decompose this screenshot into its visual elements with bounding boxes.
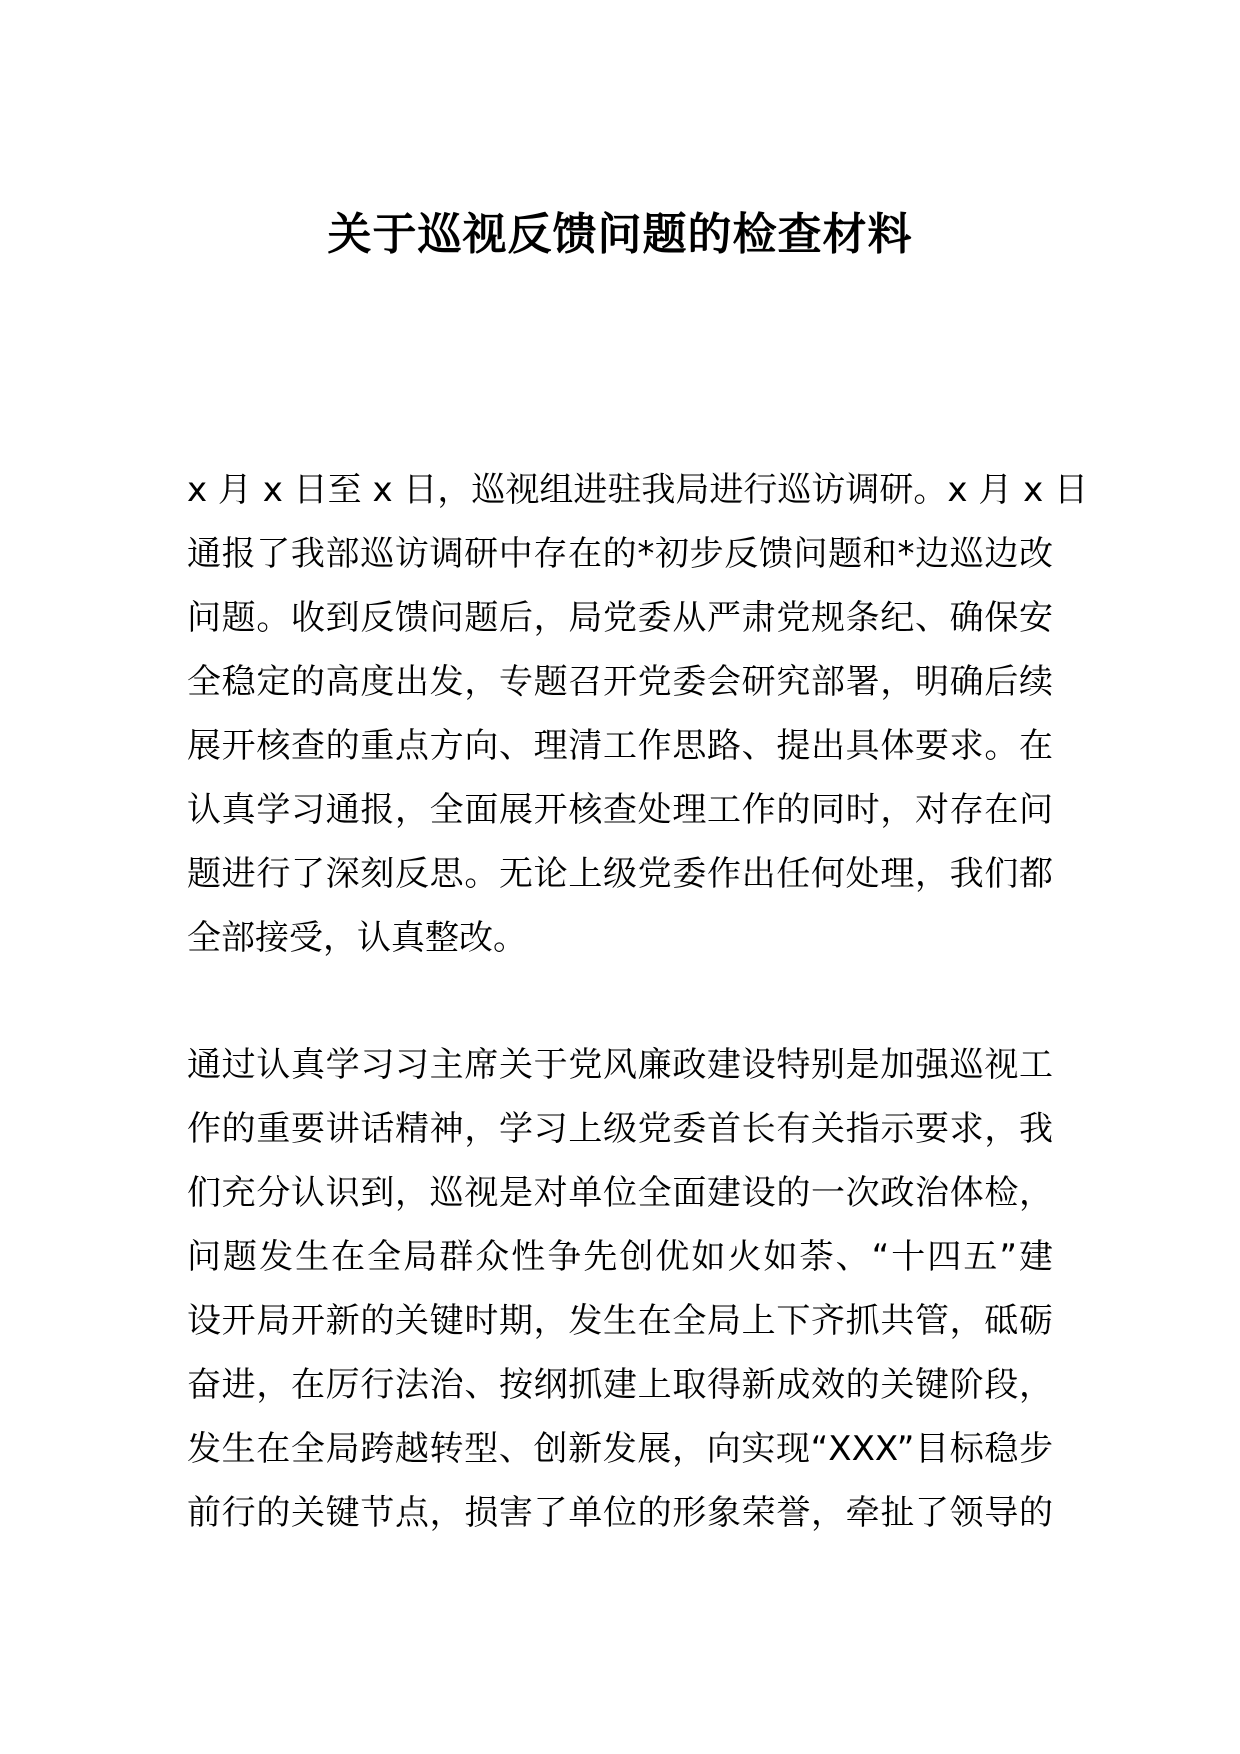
paragraph-line: 前行的关键节点，损害了单位的形象荣誉，牵扯了领导的: [187, 1493, 1053, 1533]
paragraph-line: 问题。收到反馈问题后，局党委从严肃党规条纪、确保安: [187, 598, 1053, 638]
paragraph-line: 们充分认识到，巡视是对单位全面建设的一次政治体检，: [187, 1173, 1053, 1213]
paragraph-line: 发生在全局跨越转型、创新发展，向实现“XXX”目标稳步: [187, 1429, 1053, 1469]
body-paragraph-2: [187, 1033, 1053, 1545]
paragraph-line: 题进行了深刻反思。无论上级党委作出任何处理，我们都: [187, 854, 1053, 894]
document-title: 关于巡视反馈问题的检查材料: [327, 209, 913, 260]
paragraph-line: 问题发生在全局群众性争先创优如火如荼、“十四五”建: [187, 1237, 1053, 1277]
paragraph-line: 通报了我部巡访调研中存在的*初步反馈问题和*边巡边改: [187, 534, 1053, 574]
paragraph-line: 全部接受，认真整改。: [187, 918, 527, 958]
paragraph-line: 认真学习通报，全面展开核查处理工作的同时，对存在问: [187, 790, 1053, 830]
paragraph-line: x 月 x 日至 x 日，巡视组进驻我局进行巡访调研。x 月 x 日: [187, 470, 1089, 510]
paragraph-line: 展开核查的重点方向、理清工作思路、提出具体要求。在: [187, 726, 1053, 766]
paragraph-line: 全稳定的高度出发，专题召开党委会研究部署，明确后续: [187, 662, 1053, 702]
paragraph-line: 通过认真学习习主席关于党风廉政建设特别是加强巡视工: [187, 1045, 1053, 1085]
body-paragraph-1: [187, 458, 1089, 970]
paragraph-line: 设开局开新的关键时期，发生在全局上下齐抓共管，砥砺: [187, 1301, 1053, 1341]
paragraph-line: 奋进，在厉行法治、按纲抓建上取得新成效的关键阶段，: [187, 1365, 1053, 1405]
paragraph-line: 作的重要讲话精神，学习上级党委首长有关指示要求，我: [187, 1109, 1053, 1149]
